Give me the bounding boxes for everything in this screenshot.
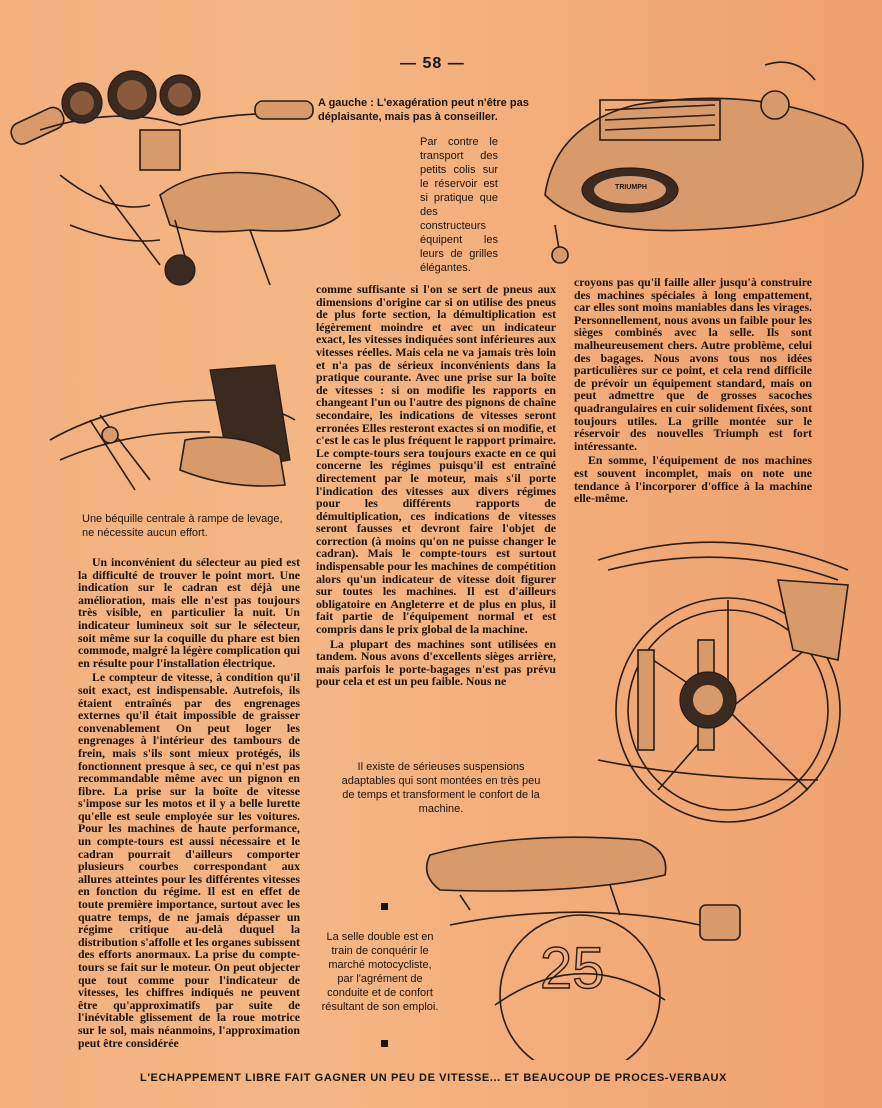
caption-kickstand: Une béquille centrale à rampe de levage, ne nécessite aucun effort.	[82, 513, 283, 539]
paragraph: croyons pas qu'il faille aller jusqu'à construire des machines spéciales à long empattement, car elles sont moins maniables dans les virages. Personnellement, nous avons un faible pour les sièges combinés avec la selle. Ils sont malheureusement chers. Autre problème, celui des bagages. Nous avons tous nos idées particulières sur ce point, et cela rend difficile de prévoir un équipement standard, mais on peut admettre que de grosses sacoches quadrangulaires en cuir solidement fixées, sont toujours utiles. La grille montée sur le réservoir des nouvelles Triumph est fort intéressante.	[574, 275, 812, 453]
suspension-illustration	[578, 530, 878, 830]
tank-illustration	[515, 45, 882, 285]
page-number: — 58 —	[400, 55, 465, 72]
caption-handlebar: A gauche : L'exagération peut n'être pas déplaisante, mais pas à conseiller.	[318, 97, 529, 123]
tank-badge-label: TRIUMPH	[615, 184, 647, 191]
saddle-illustration	[400, 825, 780, 1060]
text-column-left	[78, 556, 300, 1051]
kickstand-illustration	[40, 360, 300, 510]
paragraph: comme suffisante si l'on se sert de pneus aux dimensions d'origine car si on utilise des pneus de plus forte section, la démultiplication est légèrement moindre et avec un indicateur exact, les vitesses indiquées sont inférieures aux vitesses réelles. Mais cela ne va jamais très loin et n'a pas de sérieux inconvénients dans la pratique courante. Avec une prise sur la boîte de vitesses : si on modifie les rapports en changeant l'un ou l'autre des pignons de chaîne secondaire, les indications de vitesses seront erronées Elles resteront exactes si on modifie, et c'est le cas le plus fréquent le rapport primaire. Le compte-tours sera toujours exacte en ce qui concerne les régimes puisqu'il est entraîné directement par le moteur, mais s'il porte l'indication des vitesses aux divers régimes pour les différents rapports de démultiplication, ces indications de vitesses seront fausses et devront faire l'objet de correction (à moins qu'on ne puisse changer le cadran). Mais le compte-tours est surtout indispensable pour les machines de compétition alors qu'un indicateur de vitesse doit figurer sur toutes les machines. Il est d'ailleurs obligatoire en Angleterre et de plus en plus, il fait partie de l'équipement normal et est compris dans le prix global de la machine.	[316, 282, 556, 637]
paragraph: Un inconvénient du sélecteur au pied est la difficulté de trouver le point mort. Une indication sur le cadran est déjà une amélioration, mais elle n'est pas toujours très visible, en particulier la nuit. Un indicateur lumineux soit sur le sélecteur, soit même sur la coquille du phare est bien commode, malgré la légère complication qui en résulte pour l'installation électrique.	[78, 555, 300, 670]
paragraph: La plupart des machines sont utilisées en tandem. Nous avons d'excellents sièges arrière, mais parfois le porte-bagages n'est pas prévu pour cela et est un peu faible. Nous ne	[316, 636, 556, 689]
handlebar-illustration	[0, 35, 345, 290]
paragraph: Le compteur de vitesse, à condition qu'il soit exact, est indispensable. Autrefois, ils étaient entraînés par des engrenages externes qu'il était impossible de graisser convenablement On peut loger les engrenages à l'intérieur des tambours de frein, mais s'ils sont mieux protégés, ils fonctionnent presque à sec, ce qui n'est pas recommandable même avec un pignon en fibre. La prise sur la boîte de vitesse s'impose sur les motos et il y a belle lurette qu'elle est seule employée sur les voitures. Pour les machines de haute performance, un compte-tours est aussi nécessaire et le cadran pourrait d'ailleurs comporter plusieurs courbes correspondant aux allures atteintes pour les différentes vitesses en fonction du régime. Il est en effet de toute première importance, surtout avec les quatre temps, de ne jamais dépasser un régime critique au-delà duquel la distribution s'affolle et les organes subissent des efforts anormaux. La prise du compte-tours se fait sur le moteur. On peut objecter que tout comme pour l'indicateur de vitesses, les chiffres indiqués ne peuvent être qu'approximatifs par suite de l'inévitable glissement de la roue motrice sur le sol, mais néanmoins, l'approximation peut être considérée	[78, 670, 300, 1050]
bullet-square	[381, 903, 388, 910]
text-column-middle	[316, 283, 556, 690]
caption-luggage: Par contre le transport des petits colis sur le réservoir est si pratique que des constructeurs équipent les leurs de grilles élégantes.	[420, 136, 498, 274]
bullet-square	[381, 1040, 388, 1047]
paragraph: En somme, l'équipement de nos machines est souvent incomplet, mais on note une tendance à l'incorporer d'office à la machine elle-même.	[574, 453, 812, 506]
text-column-right	[574, 276, 812, 507]
footer-slogan: L'ECHAPPEMENT LIBRE FAIT GAGNER UN PEU DE VITESSE... ET BEAUCOUP DE PROCES-VERBAUX	[140, 1072, 728, 1084]
caption-saddle: La selle double est en train de conquérir le marché motocycliste, par l'agrément de conduite et de confort résultant de son emploi.	[321, 931, 439, 1013]
race-number: 25	[540, 936, 605, 1001]
caption-suspension: Il existe de sérieuses suspensions adaptables qui sont montées en très peu de temps et transforment le confort de la machine.	[341, 761, 541, 815]
